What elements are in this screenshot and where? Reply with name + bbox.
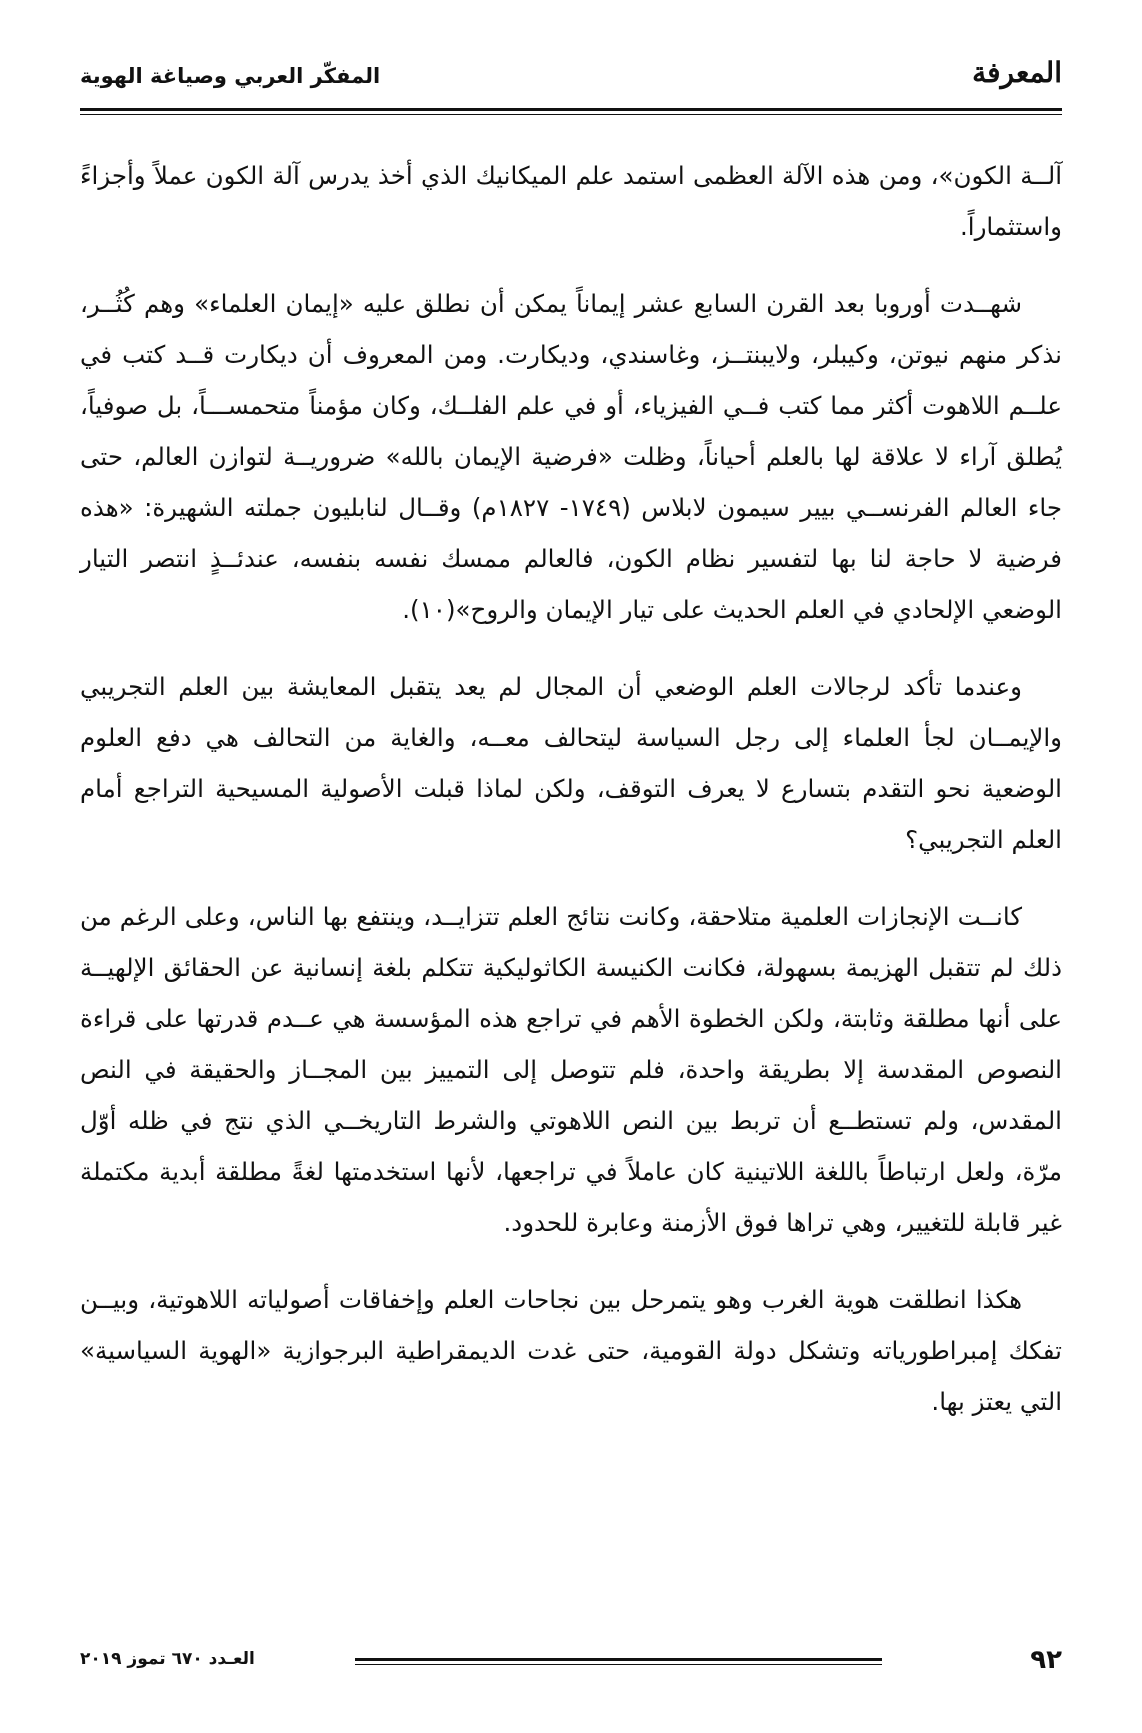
page-header <box>80 50 1062 100</box>
paragraph-3: وعندما تأكد لرجالات العلم الوضعي أن المجال لم يعد يتقبل المعايشة بين العلم التجريبي والإيمــان لجأ العلماء إلى رجل السياسة ليتحالف معــه، والغاية من التحالف هي دفع العلوم الوضعية نحو التقدم بتسارع لا يعرف التوقف، ولكن لماذا قبلت الأصولية المسيحية التراجع أمام العلم التجريبي؟ <box>80 672 1062 854</box>
footer-divider-thin <box>355 1664 882 1665</box>
issue-info: العـدد ٦٧٠ تموز ٢٠١٩ <box>80 1649 255 1669</box>
paragraph-4: كانــت الإنجازات العلمية متلاحقة، وكانت نتائج العلم تتزايــد، وينتفع بها الناس، وعلى الرغم من ذلك لم تتقبل الهزيمة بسهولة، فكانت الكنيسة الكاثوليكية تتكلم بلغة إنسانية عن الحقائق الإلهيــة على أنها مطلقة وثابتة، ولكن الخطوة الأهم في تراجع هذه المؤسسة هي عــدم قدرتها على قراءة النصوص المقدسة إلا بطريقة واحدة، فلم تتوصل إلى التمييز بين المجــاز والحقيقة في النص المقدس، ولم تستطــع أن تربط بين النص اللاهوتي والشرط التاريخــي الذي نتج في ظله أوّل مرّة، ولعل ارتباطاً باللغة اللاتينية كان عاملاً في تراجعها، لأنها استخدمتها لغةً مطلقة أبدية مكتملة غير قابلة للتغيير، وهي تراها فوق الأزمنة وعابرة للحدود. <box>80 902 1062 1237</box>
paragraph-2: شهــدت أوروبا بعد القرن السابع عشر إيماناً يمكن أن نطلق عليه «إيمان العلماء» وهم كُثُــر، نذكر منهم نيوتن، وكيبلر، ولايبنتــز، وغاسندي، وديكارت. ومن المعروف أن ديكارت قــد كتب في علــم اللاهوت أكثر مما كتب فــي الفيزياء، أو في علم الفلــك، وكان مؤمناً متحمســـاً، بل صوفياً، يُطلق آراء لا علاقة لها بالعلم أحياناً، وظلت «فرضية الإيمان بالله» ضروريــة لتوازن العالم، حتى جاء العالم الفرنســي بيير سيمون لابلاس (١٧٤٩- ١٨٢٧م) وقــال لنابليون جملته الشهيرة: «هذه فرضية لا حاجة لنا بها لتفسير نظام الكون، فالعالم ممسك نفسه بنفسه، عندئــذٍ انتصر التيار الوضعي الإلحادي في العلم الحديث على تيار الإيمان والروح»(١٠). <box>80 289 1062 624</box>
paragraph-5: هكذا انطلقت هوية الغرب وهو يتمرحل بين نجاحات العلم وإخفاقات أصولياته اللاهوتية، وبيــن تفكك إمبراطورياته وتشكل دولة القومية، حتى غدت الديمقراطية البرجوازية «الهوية السياسية» التي يعتز بها. <box>80 1285 1062 1416</box>
page-number: ٩٢ <box>1030 1645 1062 1675</box>
footer-divider-thick <box>355 1658 882 1661</box>
article-body <box>80 150 1062 1453</box>
header-divider-thin <box>80 114 1062 115</box>
paragraph-1: آلــة الكون»، ومن هذه الآلة العظمى استمد علم الميكانيك الذي أخذ يدرس آلة الكون عملاً وأجزاءً واستثماراً. <box>80 161 1062 241</box>
journal-logo: المعرفة <box>972 56 1062 89</box>
article-running-title: المفكّر العربي وصياغة الهوية <box>80 64 381 88</box>
page-footer <box>80 1645 1062 1685</box>
header-divider-thick <box>80 108 1062 111</box>
